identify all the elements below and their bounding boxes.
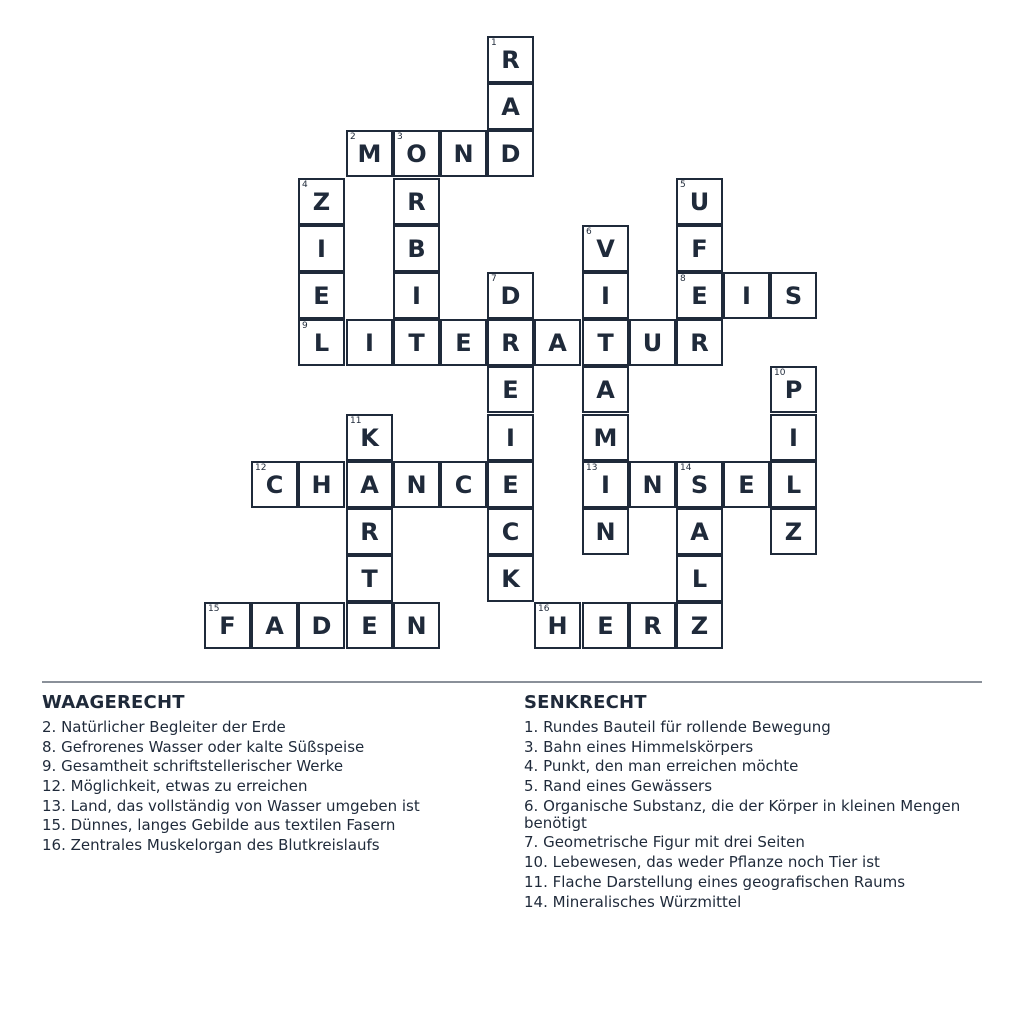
- clue-number: 6: [586, 227, 592, 237]
- cell-letter: P: [784, 375, 803, 404]
- clue-number: 4: [302, 180, 308, 190]
- grid-cell[interactable]: [770, 272, 817, 319]
- grid-cell[interactable]: [440, 130, 487, 177]
- grid-cell[interactable]: [676, 272, 723, 319]
- cell-letter: E: [502, 470, 519, 499]
- cell-letter: V: [596, 234, 615, 263]
- cell-letter: M: [593, 423, 618, 452]
- clue-number: 15: [208, 604, 220, 614]
- cell-letter: N: [453, 139, 474, 168]
- grid-cell[interactable]: [676, 461, 723, 508]
- cell-letter: C: [501, 517, 520, 546]
- down-clue: 14. Mineralisches Würzmittel: [524, 892, 742, 911]
- grid-cell[interactable]: [204, 602, 251, 649]
- cell-letter: N: [642, 470, 663, 499]
- grid-cell[interactable]: [346, 319, 393, 366]
- cell-letter: I: [365, 328, 374, 357]
- cell-letter: R: [690, 328, 709, 357]
- cell-letter: A: [360, 470, 379, 499]
- cell-letter: E: [502, 375, 519, 404]
- cell-letter: R: [643, 611, 662, 640]
- grid-cell[interactable]: [393, 225, 440, 272]
- across-clue: 12. Möglichkeit, etwas zu erreichen: [42, 777, 308, 796]
- across-clue: 9. Gesamtheit schriftstellerischer Werke: [42, 757, 344, 776]
- cell-letter: H: [547, 611, 568, 640]
- cell-letter: H: [311, 470, 332, 499]
- cell-letter: E: [361, 611, 378, 640]
- cell-letter: D: [311, 611, 332, 640]
- across-clue: 8. Gefrorenes Wasser oder kalte Süßspeise: [42, 737, 365, 756]
- grid-cell[interactable]: [393, 319, 440, 366]
- grid-cell[interactable]: [440, 319, 487, 366]
- across-clue: 2. Natürlicher Begleiter der Erde: [42, 718, 286, 736]
- cell-letter: M: [357, 139, 382, 168]
- cell-letter: R: [407, 187, 426, 216]
- cell-letter: I: [742, 281, 751, 310]
- grid-cell[interactable]: [770, 461, 817, 508]
- cell-letter: I: [601, 281, 610, 310]
- down-clue: 4. Punkt, den man erreichen möchte: [524, 757, 799, 776]
- grid-cell[interactable]: [676, 602, 723, 649]
- grid-cell[interactable]: [582, 272, 629, 319]
- cell-letter: T: [361, 564, 378, 593]
- down-title: SENKRECHT: [524, 692, 647, 713]
- cell-letter: Z: [312, 187, 331, 216]
- cell-letter: I: [412, 281, 421, 310]
- grid-cell[interactable]: [487, 461, 534, 508]
- grid-cell[interactable]: [487, 83, 534, 130]
- down-clue: 7. Geometrische Figur mit drei Seiten: [524, 833, 805, 852]
- down-clue: 6. Organische Substanz, die der Körper in kleinen Mengen benötigt: [524, 796, 961, 832]
- grid-cell[interactable]: [487, 555, 534, 602]
- cell-letter: C: [265, 470, 284, 499]
- clue-number: 12: [255, 463, 267, 473]
- grid-cell[interactable]: [346, 414, 393, 461]
- cell-letter: T: [597, 328, 614, 357]
- cell-letter: U: [689, 187, 710, 216]
- cell-letter: U: [642, 328, 663, 357]
- grid-cell[interactable]: [629, 319, 676, 366]
- grid-cell[interactable]: [770, 508, 817, 555]
- cell-letter: L: [313, 328, 330, 357]
- cell-letter: C: [454, 470, 473, 499]
- across-clue: 13. Land, das vollständig von Wasser umgeben ist: [42, 796, 420, 815]
- grid-cell[interactable]: [346, 461, 393, 508]
- cell-letter: K: [360, 423, 379, 452]
- grid-cell[interactable]: [676, 508, 723, 555]
- grid-cell[interactable]: [582, 319, 629, 366]
- cell-letter: D: [500, 281, 521, 310]
- clue-number: 2: [350, 132, 356, 142]
- grid-cell[interactable]: [582, 225, 629, 272]
- grid-cell[interactable]: [676, 319, 723, 366]
- grid-cell[interactable]: [298, 178, 345, 225]
- cell-letter: Z: [690, 611, 709, 640]
- grid-cell[interactable]: [251, 602, 298, 649]
- cell-letter: R: [501, 45, 520, 74]
- clue-number: 8: [680, 274, 686, 284]
- grid-cell[interactable]: [487, 130, 534, 177]
- grid-cell[interactable]: [298, 225, 345, 272]
- grid-cell[interactable]: [346, 555, 393, 602]
- down-clue: 5. Rand eines Gewässers: [524, 777, 713, 796]
- grid-cell[interactable]: [393, 602, 440, 649]
- cell-letter: L: [691, 564, 708, 593]
- grid-cell[interactable]: [629, 602, 676, 649]
- cell-letter: I: [789, 423, 798, 452]
- grid-cell[interactable]: [346, 602, 393, 649]
- grid-cell[interactable]: [346, 508, 393, 555]
- clue-number: 10: [774, 368, 786, 378]
- clue-number: 1: [491, 38, 497, 48]
- grid-cell[interactable]: [676, 178, 723, 225]
- down-clue: 3. Bahn eines Himmelskörpers: [524, 737, 754, 756]
- grid-cell[interactable]: [582, 366, 629, 413]
- cell-letter: L: [785, 470, 802, 499]
- cell-letter: N: [406, 611, 427, 640]
- cell-letter: O: [406, 139, 427, 168]
- cell-letter: F: [219, 611, 236, 640]
- cell-letter: F: [691, 234, 708, 263]
- cell-letter: A: [265, 611, 284, 640]
- grid-cell[interactable]: [298, 319, 345, 366]
- cell-letter: T: [408, 328, 425, 357]
- grid-cell[interactable]: [629, 461, 676, 508]
- grid-cell[interactable]: [582, 602, 629, 649]
- cell-letter: I: [506, 423, 515, 452]
- down-clues: [524, 692, 974, 913]
- grid-cell[interactable]: [487, 319, 534, 366]
- grid-cell[interactable]: [487, 508, 534, 555]
- down-clue: 10. Lebewesen, das weder Pflanze noch Tier ist: [524, 853, 880, 872]
- grid-cell[interactable]: [582, 461, 629, 508]
- cell-letter: E: [597, 611, 614, 640]
- clue-number: 3: [397, 132, 403, 142]
- grid-cell[interactable]: [440, 461, 487, 508]
- grid-cell[interactable]: [298, 272, 345, 319]
- down-clue: 1. Rundes Bauteil für rollende Bewegung: [524, 718, 831, 736]
- grid-cell[interactable]: [676, 225, 723, 272]
- grid-cell[interactable]: [393, 272, 440, 319]
- cell-letter: R: [501, 328, 520, 357]
- cell-letter: B: [407, 234, 426, 263]
- grid-cell[interactable]: [534, 602, 581, 649]
- grid-cell[interactable]: [251, 461, 298, 508]
- cell-letter: E: [738, 470, 755, 499]
- across-clues: [42, 692, 492, 857]
- grid-cell[interactable]: [393, 461, 440, 508]
- grid-cell[interactable]: [582, 508, 629, 555]
- clue-number: 9: [302, 321, 308, 331]
- grid-cell[interactable]: [393, 130, 440, 177]
- grid-cell[interactable]: [298, 602, 345, 649]
- grid-cell[interactable]: [298, 461, 345, 508]
- across-clue: 16. Zentrales Muskelorgan des Blutkreislaufs: [42, 836, 380, 855]
- cell-letter: Z: [784, 517, 803, 546]
- cell-letter: A: [501, 92, 520, 121]
- grid-cell[interactable]: [534, 319, 581, 366]
- cell-letter: R: [360, 517, 379, 546]
- cell-letter: K: [501, 564, 520, 593]
- cell-letter: D: [500, 139, 521, 168]
- grid-cell[interactable]: [346, 130, 393, 177]
- grid-cell[interactable]: [770, 414, 817, 461]
- grid-cell[interactable]: [723, 272, 770, 319]
- across-title: WAAGERECHT: [42, 692, 185, 713]
- grid-cell[interactable]: [676, 555, 723, 602]
- cell-letter: N: [406, 470, 427, 499]
- cell-letter: I: [317, 234, 326, 263]
- cell-letter: A: [596, 375, 615, 404]
- grid-cell[interactable]: [770, 366, 817, 413]
- clue-number: 13: [586, 463, 598, 473]
- clue-number: 5: [680, 180, 686, 190]
- divider: [42, 681, 982, 683]
- clue-number: 14: [680, 463, 692, 473]
- clue-number: 16: [538, 604, 550, 614]
- grid-cell[interactable]: [723, 461, 770, 508]
- cell-letter: E: [313, 281, 330, 310]
- cell-letter: S: [690, 470, 709, 499]
- cell-letter: A: [690, 517, 709, 546]
- cell-letter: I: [601, 470, 610, 499]
- cell-letter: A: [548, 328, 567, 357]
- grid-cell[interactable]: [393, 178, 440, 225]
- grid-cell[interactable]: [487, 36, 534, 83]
- down-clue: 11. Flache Darstellung eines geografischen Raums: [524, 872, 906, 891]
- cell-letter: N: [595, 517, 616, 546]
- grid-cell[interactable]: [487, 272, 534, 319]
- cell-letter: E: [455, 328, 472, 357]
- across-clue: 15. Dünnes, langes Gebilde aus textilen Fasern: [42, 816, 396, 835]
- grid-cell[interactable]: [582, 414, 629, 461]
- clue-number: 11: [350, 416, 362, 426]
- cell-letter: E: [691, 281, 708, 310]
- cell-letter: S: [784, 281, 803, 310]
- grid-cell[interactable]: [487, 414, 534, 461]
- clue-number: 7: [491, 274, 497, 284]
- grid-cell[interactable]: [487, 366, 534, 413]
